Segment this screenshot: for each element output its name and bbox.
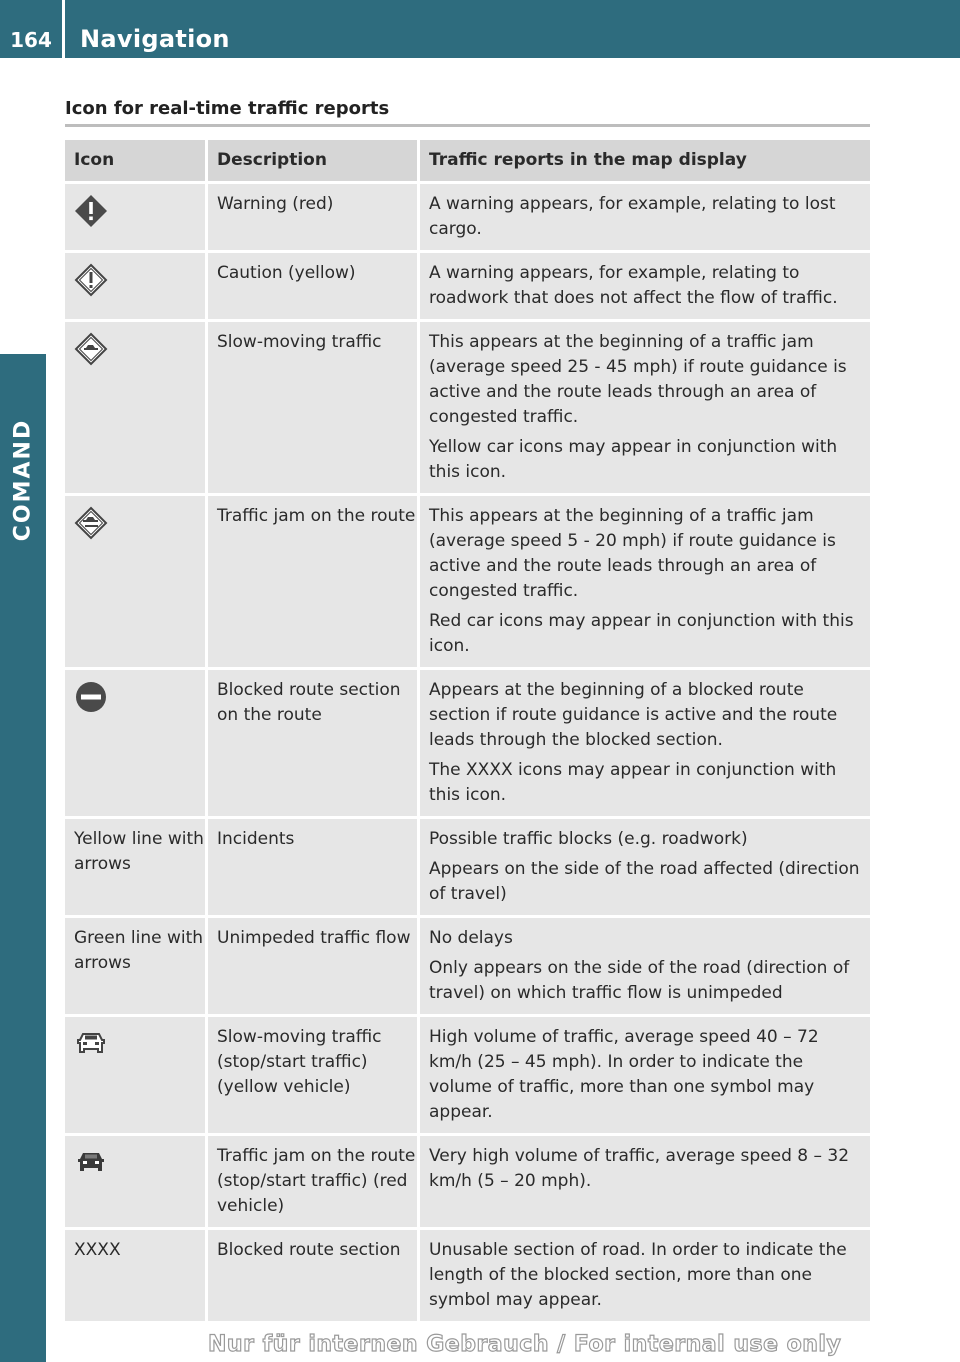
map-display-cell <box>420 1017 870 1133</box>
table-row <box>65 496 870 667</box>
detail-text: This appears at the beginning of a traffic jam (average speed 25 - 45 mph) if route guidance is active and the route leads through an area of congested traffic. <box>429 332 847 427</box>
icon-cell <box>65 1230 208 1321</box>
table-row <box>65 253 870 319</box>
icon-cell <box>65 1136 208 1227</box>
detail-text: Possible traffic blocks (e.g. roadwork) <box>429 829 748 849</box>
table-body <box>65 184 870 1321</box>
car-outline-icon <box>74 1027 108 1061</box>
column-header-map-display: Traffic reports in the map display <box>420 140 870 181</box>
caution-yellow-icon <box>74 263 108 297</box>
description-cell: Incidents <box>208 819 420 915</box>
description-cell: Blocked route section on the route <box>208 670 420 816</box>
table-row <box>65 1230 870 1321</box>
detail-text: High volume of traffic, average speed 40 – 72 km/h (25 – 45 mph). In order to indicate the volume of traffic, more than one symbol may appear. <box>429 1027 819 1122</box>
map-display-cell <box>420 819 870 915</box>
table-row <box>65 918 870 1014</box>
icon-cell <box>65 322 208 493</box>
icon-cell <box>65 496 208 667</box>
table-row <box>65 1136 870 1227</box>
icon-cell <box>65 918 208 1014</box>
detail-text: Appears on the side of the road affected (direction of travel) <box>429 859 860 904</box>
table-header-row <box>65 140 870 181</box>
traffic-reports-table <box>65 137 870 1324</box>
warning-red-icon <box>74 194 108 228</box>
side-tab-label: COMAND <box>10 418 36 542</box>
table-row <box>65 1017 870 1133</box>
detail-text: No delays <box>429 928 513 948</box>
column-header-icon: Icon <box>65 140 208 181</box>
heading-rule <box>65 124 870 127</box>
car-filled-icon <box>74 1146 108 1180</box>
watermark: Nur für internen Gebrauch / For internal use only <box>208 1332 842 1357</box>
detail-text: Very high volume of traffic, average speed 8 – 32 km/h (5 – 20 mph). <box>429 1146 850 1191</box>
map-display-cell <box>420 184 870 250</box>
map-display-cell <box>420 670 870 816</box>
icon-cell <box>65 184 208 250</box>
icon-text: Green line with arrows <box>74 928 204 973</box>
detail-text: Yellow car icons may appear in conjunction with this icon. <box>429 437 838 482</box>
description-cell: Warning (red) <box>208 184 420 250</box>
detail-text: This appears at the beginning of a traffic jam (average speed 5 - 20 mph) if route guidance is active and the route leads through an area of congested traffic. <box>429 506 836 601</box>
description-cell: Caution (yellow) <box>208 253 420 319</box>
traffic-jam-icon <box>74 506 108 540</box>
detail-text: Red car icons may appear in conjunction with this icon. <box>429 611 854 656</box>
description-cell: Traffic jam on the route <box>208 496 420 667</box>
table-title: Icon for real-time traffic reports <box>65 98 390 119</box>
icon-cell <box>65 253 208 319</box>
column-header-description: Description <box>208 140 420 181</box>
map-display-cell <box>420 1136 870 1227</box>
detail-text: Unusable section of road. In order to indicate the length of the blocked section, more than one symbol may appear. <box>429 1240 847 1310</box>
table-row <box>65 322 870 493</box>
description-cell: Slow-moving traffic <box>208 322 420 493</box>
icon-cell <box>65 1017 208 1133</box>
description-cell: Traffic jam on the route (stop/start traffic) (red vehicle) <box>208 1136 420 1227</box>
icon-cell <box>65 819 208 915</box>
description-cell: Slow-moving traffic (stop/start traffic) (yellow vehicle) <box>208 1017 420 1133</box>
icon-cell <box>65 670 208 816</box>
table-row <box>65 184 870 250</box>
detail-text: Appears at the beginning of a blocked route section if route guidance is active and the route leads through the blocked section. <box>429 680 838 750</box>
map-display-cell <box>420 1230 870 1321</box>
detail-text: The XXXX icons may appear in conjunction with this icon. <box>429 760 837 805</box>
map-display-cell <box>420 496 870 667</box>
description-cell: Unimpeded traffic flow <box>208 918 420 1014</box>
icon-text: Yellow line with arrows <box>74 829 204 874</box>
blocked-route-icon <box>74 680 108 714</box>
section-title: Navigation <box>80 25 230 53</box>
map-display-cell <box>420 322 870 493</box>
map-display-cell <box>420 918 870 1014</box>
detail-text: A warning appears, for example, relating to roadwork that does not affect the flow of traffic. <box>429 263 838 308</box>
slow-moving-traffic-icon <box>74 332 108 366</box>
detail-text: A warning appears, for example, relating to lost cargo. <box>429 194 836 239</box>
table-row <box>65 670 870 816</box>
table-row <box>65 819 870 915</box>
map-display-cell <box>420 253 870 319</box>
detail-text: Only appears on the side of the road (direction of travel) on which traffic flow is unimpeded <box>429 958 850 1003</box>
description-cell: Blocked route section <box>208 1230 420 1321</box>
icon-text: XXXX <box>74 1240 121 1260</box>
page-number: 164 <box>10 28 52 52</box>
header-divider <box>62 0 65 58</box>
